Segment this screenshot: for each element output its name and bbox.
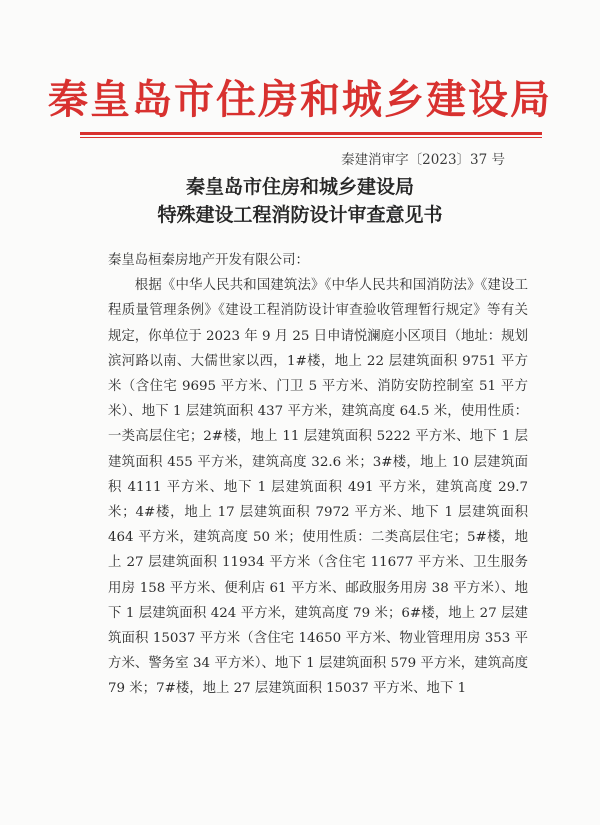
org-letterhead-title: 秦皇岛市住房和城乡建设局: [48, 76, 552, 123]
letterhead-divider-thin: [80, 137, 542, 138]
addressee: 秦皇岛桓秦房地产开发有限公司：: [108, 253, 309, 268]
document-number: 秦建消审字〔2023〕37 号: [341, 152, 505, 168]
body-paragraph: 根据《中华人民共和国建筑法》《中华人民共和国消防法》《建设工程质量管理条例》《建设工程消防设计审查验收管理暂行规定》等有关规定，你单位于 2023 年 9 月 25 日申请悦澜庭小区项目（地址：规划滨河路以南、大儒世家以西，1#楼，地上 22 层建筑面积 9751 平方米（含住宅 9695 平方米、门卫 5 平方米、消防安防控制室 51 平方米）、地下 1 层建筑面积 437 平方米，建筑高度 64.5 米，使用性质：一类高层住宅；2#楼，地上 11 层建筑面积 5222 平方米、地下 1 层建筑面积 455 平方米，建筑高度 32.6 米；3#楼，地上 10 层建筑面积 4111 平方米、地下 1 层建筑面积 491 平方米，建筑高度 29.7 米；4#楼，地上 17 层建筑面积 7972 平方米、地下 1 层建筑面积 464 平方米，建筑高度 50 米；使用性质：二类高层住宅；5#楼，地上 27 层建筑面积 11934 平方米（含住宅 11677 平方米、卫生服务用房 158 平方米、便利店 61 平方米、邮政服务用房 38 平方米）、地下 1 层建筑面积 424 平方米，建筑高度 79 米；6#楼，地上 27 层建筑面积 15037 平方米（含住宅 14650 平方米、物业管理用房 353 平方米、警务室 34 平方米）、地下 1 层建筑面积 579 平方米，建筑高度 79 米；7#楼，地上 27 层建筑面积 15037 平方米、地下 1: [108, 278, 528, 697]
document-title-line2: 特殊建设工程消防设计审查意见书: [157, 204, 443, 226]
letterhead-divider-thick: [80, 132, 542, 135]
document-body: [108, 248, 528, 702]
document-title-line1: 秦皇岛市住房和城乡建设局: [185, 176, 414, 198]
